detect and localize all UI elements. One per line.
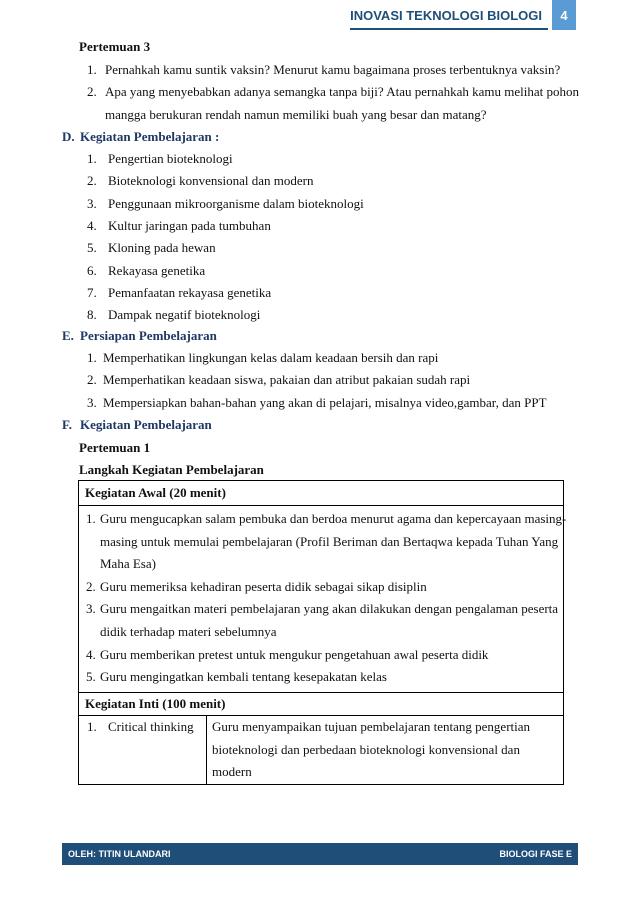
pertemuan1-title: Pertemuan 1 [79,440,151,455]
awal-title: Kegiatan Awal (20 menit) [85,485,226,500]
awal-header-cell [79,481,564,506]
list-item-text: Mempersiapkan bahan-bahan yang akan di pelajari, misalnya video,gambar, dan PPT [103,394,547,410]
inti-desc-cell [207,716,564,785]
list-item-number: 3. [87,195,97,211]
list-item-text: Bioteknologi konvensional dan modern [108,173,314,189]
list-item-text: Memperhatikan lingkungan kelas dalam keadaan bersih dan rapi [103,350,439,365]
list-item-text: Memperhatikan keadaan siswa, pakaian dan atribut pakaian sudah rapi [103,372,471,388]
inti-desc-text: Guru menyampaikan tujuan pembelajaran tentang pengertian [212,719,531,734]
langkah-title: Langkah Kegiatan Pembelajaran [79,462,264,477]
awal-item-text: Guru mengaitkan materi pembelajaran yang akan dilakukan dengan pengalaman peserta [100,601,559,617]
awal-item-number: 3. [86,601,96,617]
list-item-number: 2. [87,372,97,388]
footer-author: OLEH: TITIN ULANDARI [68,849,171,859]
awal-item-text: Guru memberikan pretest untuk mengukur pengetahuan awal peserta didik [100,646,489,662]
list-item-text: Apa yang menyebabkan adanya semangka tanpa biji? Atau pernahkah kamu melihat pohon [105,84,579,99]
section-e-label: E. [62,328,74,343]
kegiatan-table [78,480,567,785]
list-item-text: Kultur jaringan pada tumbuhan [108,217,271,233]
list-item-number: 6. [87,262,97,278]
item-number: 1. [87,62,97,77]
list-item-text: Rekayasa genetika [108,262,206,278]
list-item-number: 1. [87,151,97,166]
awal-item-number: 5. [86,669,96,685]
page-header [350,0,576,30]
awal-item-text: Guru mengucapkan salam pembuka dan berdoa menurut agama dan kepercayaan masing- [100,511,567,526]
list-item-number: 7. [87,284,97,300]
section-d-title: Kegiatan Pembelajaran : [80,129,220,144]
inti-header-cell [79,693,564,716]
awal-item-number: 1. [86,511,96,526]
header-title: INOVASI TEKNOLOGI BIOLOGI [350,0,548,30]
list-item [87,61,97,79]
section-f-title: Kegiatan Pembelajaran [80,417,212,432]
list-item-text: Dampak negatif bioteknologi [108,307,261,323]
list-item-text: Pernahkah kamu suntik vaksin? Menurut kamu bagaimana proses terbentuknya vaksin? [105,62,561,77]
section-d-label: D. [62,129,75,144]
inti-row-number: 1. [87,719,97,734]
list-item-number: 3. [87,394,97,410]
list-item-number: 2. [87,173,97,189]
page-footer [62,843,578,865]
list-item-number: 4. [87,217,97,233]
awal-body-cell [79,506,567,693]
list-item-text: Pemanfaatan rekayasa genetika [108,284,272,300]
item-number: 2. [87,84,97,99]
section-f-label: F. [62,417,72,432]
list-item-number: 8. [87,307,97,323]
inti-title: Kegiatan Inti (100 menit) [85,696,226,711]
section-e-title: Persiapan Pembelajaran [80,328,217,343]
list-item-text: Penggunaan mikroorganisme dalam bioteknologi [108,195,364,211]
awal-item-text: Maha Esa) [100,556,156,572]
inti-desc-text: bioteknologi dan perbedaan bioteknologi konvensional dan [212,741,520,757]
awal-item-text: didik terhadap materi sebelumnya [100,624,277,639]
footer-subject: BIOLOGI FASE E [499,849,572,859]
list-item-number: 5. [87,240,97,256]
inti-label-cell [79,716,207,785]
list-item-text: Kloning pada hewan [108,240,216,256]
awal-item-text: Guru mengingatkan kembali tentang kesepakatan kelas [100,669,387,685]
inti-row-label: Critical thinking [108,719,194,734]
list-item-number: 1. [87,350,97,365]
page-number: 4 [552,0,576,30]
inti-desc-text: modern [212,764,252,779]
awal-item-text: Guru memeriksa kehadiran peserta didik sebagai sikap disiplin [100,578,427,594]
awal-item-text: masing untuk memulai pembelajaran (Profil Beriman dan Bertaqwa kepada Tuhan Yang [100,533,559,549]
list-item [87,83,97,101]
awal-item-number: 4. [86,646,96,662]
awal-item-number: 2. [86,578,96,594]
list-item-text-cont: mangga berukuran rendah namun memiliki buah yang besar dan matang? [105,107,487,122]
pertemuan3-title: Pertemuan 3 [79,39,151,54]
list-item-text: Pengertian bioteknologi [108,151,233,166]
